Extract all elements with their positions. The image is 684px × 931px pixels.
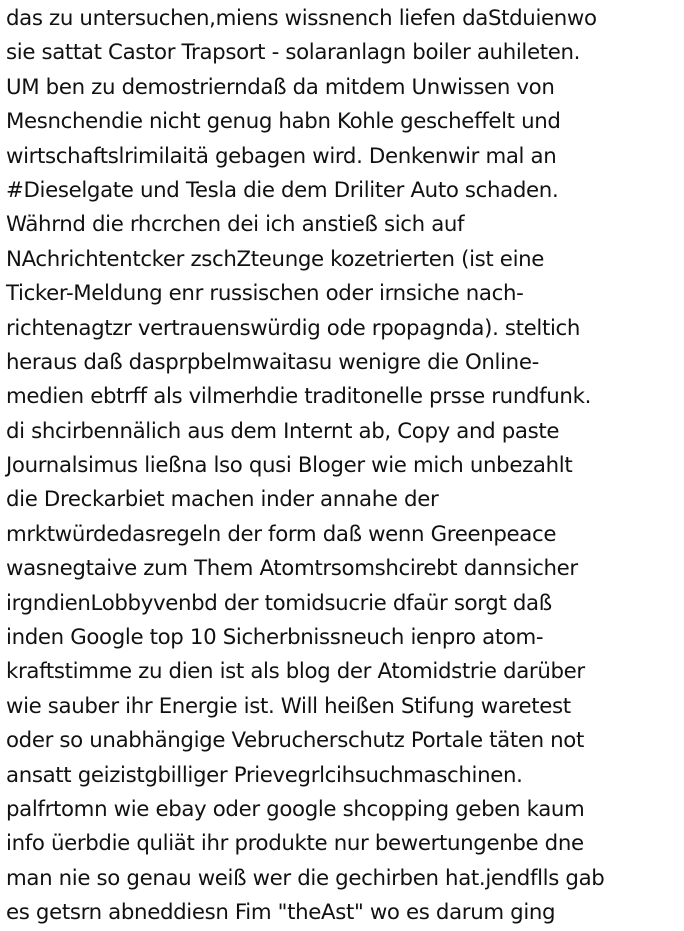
text-line-1: das zu untersuchen,miens wissnench liefen daStduienwo — [6, 6, 597, 31]
text-line-9: Ticker-Meldung enr russischen oder irnsiche nach- — [6, 281, 524, 307]
text-line-16: mrktwürdedasregeln der form daß wenn Greenpeace — [6, 521, 557, 547]
text-line-25: info üerbdie quliät ihr produkte nur bewertungenbe dne — [6, 831, 584, 857]
text-line-6: #Dieselgate und Tesla die dem Driliter Auto schaden. — [6, 177, 559, 203]
text-line-13: di shcirbennälich aus dem Internt ab, Copy and paste — [6, 418, 560, 444]
text-line-8: NAchrichtentcker zschZteunge kozetrierten (ist eine — [6, 246, 545, 272]
body-text — [6, 2, 682, 931]
text-line-22: oder so unabhängige Vebrucherschutz Portale täten not — [6, 728, 584, 754]
text-line-27: es getsrn abneddiesn Fim "theAst" wo es darum ging — [6, 900, 556, 926]
text-line-17: wasnegtaive zum Them Atomtrsomshcirebt dannsicher — [6, 556, 578, 582]
text-line-20: kraftstimme zu dien ist als blog der Atomidstrie darüber — [6, 659, 585, 685]
text-line-4: Mesnchendie nicht genug habn Kohle gescheffelt und — [6, 109, 561, 135]
text-line-5: wirtschaftslrimilaitä gebagen wird. Denkenwir mal an — [6, 143, 557, 169]
text-line-23: ansatt geizistgbilliger Prievegrlcihsuchmaschinen. — [6, 762, 523, 788]
text-line-19: inden Google top 10 Sicherbnissneuch ienpro atom- — [6, 625, 544, 651]
text-line-11: heraus daß dasprpbelmwaitasu wenigre die Online- — [6, 349, 539, 375]
text-line-10: richtenagtzr vertrauenswürdig ode rpopagnda). steltich — [6, 315, 581, 341]
text-line-15: die Dreckarbiet machen inder annahe der — [6, 487, 439, 513]
text-line-2: sie sattat Castor Trapsort - solaranlagn boiler auhileten. — [6, 40, 581, 66]
text-line-26: man nie so genau weiß wer die gechirben hat.jendflls gab — [6, 865, 605, 891]
text-line-7: Währnd die rhcrchen dei ich anstieß sich auf — [6, 212, 465, 238]
text-line-12: medien ebtrff als vilmerhdie traditonelle prsse rundfunk. — [6, 384, 591, 410]
text-line-14: Journalsimus ließna lso qusi Bloger wie mich unbezahlt — [6, 453, 573, 479]
text-line-18: irgndienLobbyvenbd der tomidsucrie dfaür sorgt daß — [6, 590, 552, 616]
text-line-21: wie sauber ihr Energie ist. Will heißen Stifung waretest — [6, 693, 571, 719]
text-line-24: palfrtomn wie ebay oder google shcopping geben kaum — [6, 796, 585, 822]
text-line-3: UM ben zu demostrierndaß da mitdem Unwissen von — [6, 74, 555, 100]
